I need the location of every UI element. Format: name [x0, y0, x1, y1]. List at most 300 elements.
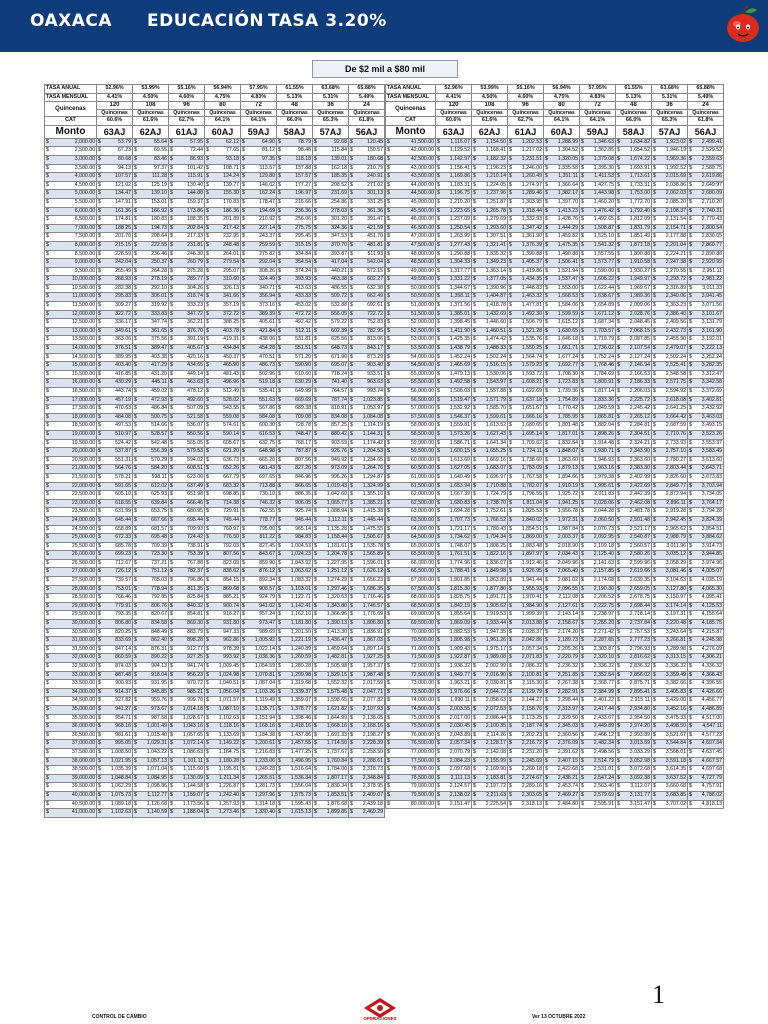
cell-value: 26,000.00 — [71, 551, 95, 558]
cell-value: 1,794.34 — [485, 534, 506, 541]
cell-value: 376.70 — [187, 327, 203, 334]
payment-cell — [688, 680, 724, 689]
cell-value: 1,129.52 — [449, 147, 470, 154]
payment-cell — [313, 688, 349, 697]
cell-value: 2,974.20 — [629, 723, 650, 730]
cell-value: 7,000.00 — [74, 224, 95, 231]
payment-cell — [652, 697, 688, 706]
cell-value: 2,158.76 — [521, 705, 542, 712]
currency-symbol: $ — [545, 259, 548, 266]
cell-value: 1,237.09 — [449, 216, 470, 223]
cell-value: 1,482.81 — [326, 654, 347, 661]
cell-value: 2,641.25 — [665, 405, 686, 412]
currency-symbol: $ — [98, 284, 101, 291]
currency-symbol: $ — [242, 465, 245, 472]
cell-value: 1,516.64 — [290, 766, 311, 773]
cell-value: 2,018.90 — [557, 542, 578, 549]
payment-cell — [544, 207, 580, 216]
payment-cell — [313, 542, 349, 551]
table-row — [45, 362, 385, 371]
cell-value: 2,288.61 — [362, 757, 383, 764]
currency-symbol: $ — [46, 233, 49, 240]
cell-value: 1,825.53 — [521, 508, 542, 515]
cell-value: 1,766.52 — [485, 516, 506, 523]
currency-symbol: $ — [278, 714, 281, 721]
cell-value: 361.36 — [367, 207, 383, 214]
currency-symbol: $ — [134, 577, 137, 584]
payment-cell — [349, 181, 385, 190]
cell-value: 1,840.02 — [521, 516, 542, 523]
payment-cell — [349, 499, 385, 508]
currency-symbol: $ — [46, 800, 49, 807]
payment-cell — [241, 250, 277, 259]
payment-cell — [508, 628, 544, 637]
payment-cell — [241, 155, 277, 164]
currency-symbol: $ — [581, 284, 584, 291]
cell-value: 662.49 — [367, 293, 383, 300]
payment-cell — [133, 680, 169, 689]
cell-value: 1,975.17 — [485, 645, 506, 652]
cell-value: 1,564.74 — [521, 353, 542, 360]
cell-value: 31,500.00 — [71, 645, 95, 652]
currency-symbol: $ — [581, 774, 584, 781]
payment-cell — [349, 465, 385, 474]
payment-cell — [436, 499, 472, 508]
currency-symbol: $ — [134, 276, 137, 283]
cell-value: 511.93 — [367, 250, 383, 257]
cell-value: 336.17 — [115, 319, 131, 326]
currency-symbol: $ — [473, 379, 476, 386]
cell-value: 2,455.90 — [665, 336, 686, 343]
currency-symbol: $ — [437, 594, 440, 601]
currency-symbol: $ — [314, 680, 317, 687]
currency-symbol: $ — [134, 353, 137, 360]
cell-value: 2,836.32 — [629, 663, 650, 669]
cell-value: 1,707.73 — [449, 516, 470, 523]
payment-cell — [544, 181, 580, 190]
currency-symbol: $ — [437, 345, 440, 352]
currency-symbol: $ — [473, 336, 476, 343]
table-row — [386, 473, 724, 482]
currency-symbol: $ — [689, 319, 692, 326]
payment-cell — [688, 740, 724, 749]
cell-value: 1,863.89 — [485, 577, 506, 584]
cell-value: 1,101.11 — [183, 757, 203, 764]
currency-symbol: $ — [350, 766, 353, 773]
currency-symbol: $ — [653, 663, 656, 669]
cell-value: 484.08 — [115, 413, 131, 420]
cell-value: 1,425.35 — [449, 336, 470, 343]
currency-symbol: $ — [689, 551, 692, 558]
currency-symbol: $ — [545, 241, 548, 248]
cell-value: 3,974.96 — [701, 559, 722, 566]
table-row — [45, 388, 385, 397]
payment-cell — [436, 379, 472, 388]
cell-value: 4,336.32 — [701, 663, 722, 669]
payment-cell — [241, 284, 277, 293]
currency-symbol: $ — [689, 345, 692, 352]
payment-cell — [436, 663, 472, 672]
currency-symbol: $ — [653, 551, 656, 558]
currency-symbol: $ — [134, 723, 137, 730]
table-row — [386, 267, 724, 276]
cell-value: 282.38 — [115, 284, 131, 291]
cell-value: 3,161.90 — [701, 327, 722, 334]
currency-symbol: $ — [581, 740, 584, 747]
cell-value: 532.88 — [331, 302, 347, 309]
currency-symbol: $ — [206, 654, 209, 661]
currency-symbol: $ — [314, 774, 317, 781]
payment-cell — [688, 611, 724, 620]
cell-value: 315.15 — [295, 241, 311, 248]
currency-symbol: $ — [134, 319, 137, 326]
payment-cell — [688, 559, 724, 568]
currency-symbol: $ — [617, 259, 620, 266]
cell-value: 470.63 — [115, 405, 131, 412]
cell-value: 1,599.59 — [557, 310, 578, 317]
payment-cell — [544, 525, 580, 534]
currency-symbol: $ — [387, 688, 390, 695]
currency-symbol: $ — [170, 336, 173, 343]
cell-value: 1,854.51 — [521, 525, 542, 532]
cell-value: 1,833.36 — [593, 396, 614, 403]
currency-symbol: $ — [206, 138, 209, 145]
currency-symbol: $ — [689, 697, 692, 704]
currency-symbol: $ — [314, 396, 317, 403]
cell-value: 264.28 — [151, 267, 167, 274]
table-row — [45, 345, 385, 354]
cell-value: 957.24 — [259, 611, 275, 618]
cell-value: 463.63 — [187, 379, 203, 386]
cell-value: 1,133.69 — [218, 731, 239, 738]
payment-cell — [580, 559, 616, 568]
currency-symbol: $ — [437, 164, 440, 171]
currency-symbol: $ — [689, 654, 692, 661]
cell-value: 2,076.73 — [593, 525, 614, 532]
currency-symbol: $ — [98, 310, 101, 317]
currency-symbol: $ — [509, 740, 512, 747]
cell-value: 2,138.02 — [449, 791, 470, 798]
cell-value: 18,000.00 — [71, 413, 95, 420]
currency-symbol: $ — [206, 671, 209, 678]
currency-symbol: $ — [437, 757, 440, 764]
cell-value: 2,469.27 — [557, 791, 578, 798]
currency-symbol: $ — [170, 594, 173, 601]
currency-symbol: $ — [242, 559, 245, 566]
table-row — [386, 465, 724, 474]
cell-value: 567.86 — [259, 405, 275, 412]
currency-symbol: $ — [170, 671, 173, 678]
payment-cell — [436, 155, 472, 164]
cell-value: 1,739.36 — [557, 388, 578, 394]
currency-symbol: $ — [473, 310, 476, 317]
cell-value: 2,186.33 — [629, 379, 650, 386]
currency-symbol: $ — [387, 585, 390, 592]
payment-cell — [169, 551, 205, 560]
payment-cell — [688, 448, 724, 457]
currency-symbol: $ — [581, 430, 584, 437]
currency-symbol: $ — [278, 482, 281, 489]
currency-symbol: $ — [314, 284, 317, 291]
cell-value: 843.17 — [367, 345, 383, 352]
currency-symbol: $ — [387, 534, 390, 541]
currency-symbol: $ — [46, 774, 49, 781]
cell-value: 524.42 — [115, 439, 131, 446]
currency-symbol: $ — [387, 473, 390, 480]
payment-cell — [313, 181, 349, 190]
payment-cell — [241, 224, 277, 233]
cell-value: 1,014.18 — [182, 705, 203, 712]
cell-value: 420.16 — [187, 353, 203, 360]
cell-value: 1,363.14 — [485, 267, 506, 274]
payment-cell — [544, 267, 580, 276]
payment-cell — [277, 654, 313, 663]
payment-cell — [472, 723, 508, 732]
currency-symbol: $ — [473, 628, 476, 635]
cell-value: 1,987.84 — [557, 525, 578, 532]
payment-cell — [652, 422, 688, 431]
cell-value: 1,863.60 — [557, 456, 578, 463]
cell-value: 2,100.81 — [521, 671, 542, 678]
currency-symbol: $ — [278, 568, 281, 575]
payment-cell — [580, 482, 616, 491]
cell-value: 2,155.99 — [485, 757, 506, 764]
cell-value: 970.72 — [187, 680, 203, 687]
currency-symbol: $ — [581, 791, 584, 798]
payment-cell — [205, 714, 241, 723]
payment-cell — [97, 516, 133, 525]
cell-value: 886.35 — [295, 491, 311, 498]
payment-cell — [277, 645, 313, 654]
payment-cell — [349, 456, 385, 465]
currency-symbol: $ — [350, 783, 353, 790]
cell-value: 53,500.00 — [410, 345, 434, 352]
monto-cell — [45, 155, 97, 164]
currency-symbol: $ — [473, 173, 476, 180]
currency-symbol: $ — [437, 671, 440, 678]
cell-value: 2,800.54 — [701, 224, 722, 231]
cell-value: 2,499.41 — [701, 138, 722, 145]
cell-value: 44,000.00 — [410, 181, 434, 188]
payment-cell — [169, 620, 205, 629]
payment-cell — [652, 473, 688, 482]
payment-cell — [652, 723, 688, 732]
payment-cell — [616, 198, 652, 207]
payment-cell — [688, 345, 724, 354]
currency-symbol: $ — [350, 379, 353, 386]
currency-symbol: $ — [98, 516, 101, 523]
cell-value: 37,000.00 — [71, 740, 95, 747]
payment-cell — [616, 379, 652, 388]
payment-cell — [652, 542, 688, 551]
cell-value: 1,506.41 — [557, 259, 578, 266]
payment-cell — [205, 491, 241, 500]
payment-cell — [97, 508, 133, 517]
payment-cell — [652, 800, 688, 809]
cell-value: 4,185.75 — [701, 620, 722, 627]
currency-symbol: $ — [545, 542, 548, 549]
currency-symbol: $ — [98, 568, 101, 575]
cell-value: 2,166.63 — [629, 370, 650, 377]
cell-value: 876.31 — [151, 645, 167, 652]
cell-value: 217.42 — [223, 224, 239, 231]
payment-cell — [616, 396, 652, 405]
payment-cell — [205, 783, 241, 792]
payment-cell — [472, 388, 508, 397]
cell-value: 52,500.00 — [410, 327, 434, 334]
cell-value: 1,695.14 — [521, 430, 542, 437]
currency-symbol: $ — [545, 723, 548, 730]
payment-cell — [688, 259, 724, 268]
currency-symbol: $ — [314, 516, 317, 523]
payment-cell — [349, 809, 385, 818]
cell-value: 1,317.77 — [449, 267, 470, 274]
payment-cell — [97, 310, 133, 319]
monto-cell — [386, 645, 436, 654]
payment-cell — [544, 534, 580, 543]
currency-symbol: $ — [242, 138, 245, 145]
cell-value: 1,723.83 — [557, 379, 578, 386]
currency-symbol: $ — [278, 740, 281, 747]
cell-value: 665.20 — [259, 456, 275, 463]
currency-symbol: $ — [509, 379, 512, 386]
tasa-mensual-value: 4.41% — [436, 93, 472, 102]
payment-cell — [349, 190, 385, 199]
payment-cell — [580, 611, 616, 620]
currency-symbol: $ — [242, 585, 245, 592]
payment-cell — [313, 663, 349, 672]
monto-cell — [45, 138, 97, 147]
table-row — [45, 740, 385, 749]
currency-symbol: $ — [314, 766, 317, 773]
cell-value: 2,514.79 — [593, 757, 614, 764]
currency-symbol: $ — [689, 800, 692, 807]
cell-value: 2,028.06 — [593, 499, 614, 506]
currency-symbol: $ — [278, 422, 281, 429]
currency-symbol: $ — [206, 224, 209, 231]
cell-value: 1,201.50 — [290, 628, 311, 635]
currency-symbol: $ — [473, 241, 476, 248]
currency-symbol: $ — [617, 714, 620, 721]
currency-symbol: $ — [437, 259, 440, 266]
payment-cell — [97, 448, 133, 457]
cell-value: 3,854.51 — [701, 525, 722, 532]
currency-symbol: $ — [278, 207, 281, 214]
currency-symbol: $ — [689, 628, 692, 635]
currency-symbol: $ — [206, 293, 209, 300]
payment-cell — [241, 714, 277, 723]
payment-cell — [616, 155, 652, 164]
cell-value: 2,378.95 — [362, 783, 383, 790]
currency-symbol: $ — [617, 473, 620, 480]
cell-value: 713.88 — [259, 482, 275, 489]
cell-value: 591.65 — [115, 482, 131, 489]
table-row — [45, 147, 385, 156]
currency-symbol: $ — [98, 327, 101, 334]
monto-cell — [45, 388, 97, 397]
cell-value: 1,505.98 — [326, 663, 347, 669]
cell-value: 162.18 — [331, 164, 347, 171]
payment-cell — [436, 250, 472, 259]
currency-symbol: $ — [437, 370, 440, 377]
payment-cell — [349, 705, 385, 714]
currency-symbol: $ — [387, 302, 390, 309]
payment-cell — [652, 327, 688, 336]
payment-cell — [580, 757, 616, 766]
payment-cell — [472, 637, 508, 646]
currency-symbol: $ — [242, 602, 245, 609]
payment-cell — [97, 250, 133, 259]
currency-symbol: $ — [581, 714, 584, 721]
cell-value: 97.35 — [262, 155, 275, 162]
payment-cell — [205, 327, 241, 336]
payment-cell — [472, 611, 508, 620]
cell-value: 636.73 — [223, 456, 239, 463]
payment-cell — [508, 422, 544, 431]
currency-symbol: $ — [581, 310, 584, 317]
cell-value: 1,196.23 — [485, 164, 506, 171]
payment-cell — [97, 559, 133, 568]
cell-value: 1,565.89 — [362, 551, 383, 558]
cell-value: 3,914.73 — [701, 542, 722, 549]
table-row — [386, 164, 724, 173]
currency-symbol: $ — [170, 491, 173, 498]
cell-value: 945.44 — [295, 516, 311, 523]
payment-cell — [277, 585, 313, 594]
payment-cell — [349, 439, 385, 448]
cell-value: 2,384.99 — [593, 688, 614, 695]
cell-value: 44,500.00 — [410, 190, 434, 197]
cell-value: 1,613.52 — [485, 422, 506, 429]
payment-cell — [616, 508, 652, 517]
payment-cell — [472, 448, 508, 457]
currency-symbol: $ — [242, 370, 245, 377]
cell-value: 908.57 — [259, 585, 275, 592]
cell-value: 741.40 — [331, 379, 347, 386]
currency-symbol: $ — [350, 663, 353, 669]
table-row — [45, 259, 385, 268]
payment-cell — [436, 181, 472, 190]
payment-cell — [616, 645, 652, 654]
cell-value: 1,035.39 — [110, 766, 131, 773]
payment-cell — [616, 465, 652, 474]
cell-value: 699.23 — [115, 551, 131, 558]
payment-cell — [133, 559, 169, 568]
cell-value: 796.86 — [187, 577, 203, 584]
currency-symbol: $ — [581, 216, 584, 223]
monto-cell — [386, 620, 436, 629]
currency-symbol: $ — [278, 766, 281, 773]
payment-cell — [169, 448, 205, 457]
currency-symbol: $ — [581, 473, 584, 480]
cell-value: 681.57 — [151, 525, 167, 532]
payment-cell — [97, 491, 133, 500]
payment-cell — [277, 430, 313, 439]
cell-value: 403.78 — [223, 327, 239, 334]
currency-symbol: $ — [617, 405, 620, 412]
currency-symbol: $ — [509, 542, 512, 549]
currency-symbol: $ — [206, 405, 209, 412]
monto-cell — [45, 534, 97, 543]
cell-value: 2,228.39 — [362, 740, 383, 747]
currency-symbol: $ — [314, 422, 317, 429]
cell-value: 1,297.96 — [254, 791, 275, 798]
payment-cell — [508, 688, 544, 697]
cell-value: 1,867.03 — [362, 637, 383, 644]
cell-value: 1,159.07 — [182, 791, 203, 798]
payment-cell — [133, 688, 169, 697]
cell-value: 724.42 — [187, 534, 203, 541]
